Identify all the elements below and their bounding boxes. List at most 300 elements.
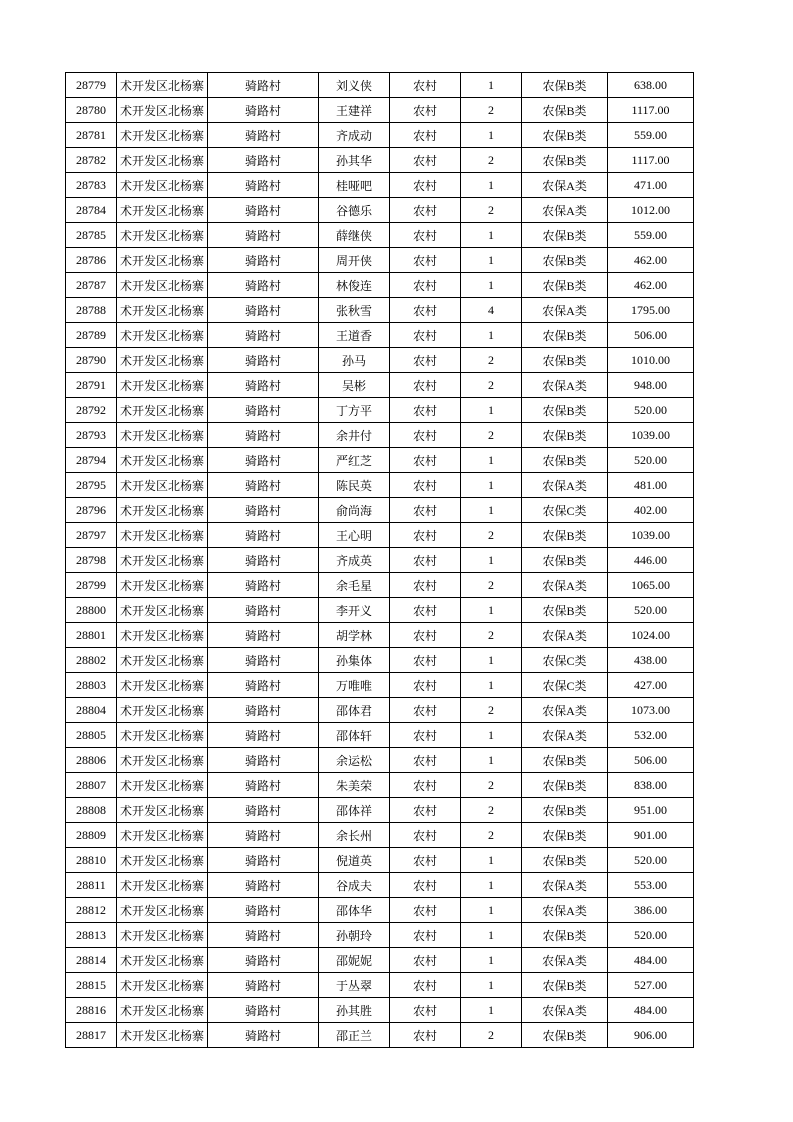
cell-category: 农村 — [390, 973, 461, 998]
cell-district: 术开发区北杨寨 — [117, 848, 208, 873]
table-row — [66, 323, 694, 348]
cell-person-name: 孙马 — [319, 348, 390, 373]
cell-person-name: 王道香 — [319, 323, 390, 348]
table-body — [66, 73, 694, 1048]
cell-person-name: 周开侠 — [319, 248, 390, 273]
cell-person-name: 邵妮妮 — [319, 948, 390, 973]
table-row — [66, 873, 694, 898]
cell-district: 术开发区北杨寨 — [117, 673, 208, 698]
table-row — [66, 648, 694, 673]
cell-id: 28803 — [66, 673, 117, 698]
cell-id: 28811 — [66, 873, 117, 898]
table-row — [66, 948, 694, 973]
cell-count: 4 — [461, 298, 522, 323]
table-row — [66, 548, 694, 573]
cell-category: 农村 — [390, 373, 461, 398]
cell-category: 农村 — [390, 923, 461, 948]
cell-category: 农村 — [390, 198, 461, 223]
cell-insurance-type: 农保A类 — [522, 898, 608, 923]
cell-insurance-type: 农保B类 — [522, 848, 608, 873]
table-row — [66, 73, 694, 98]
cell-district: 术开发区北杨寨 — [117, 448, 208, 473]
cell-category: 农村 — [390, 773, 461, 798]
table-row — [66, 623, 694, 648]
cell-amount: 484.00 — [608, 998, 694, 1023]
table-row — [66, 823, 694, 848]
cell-village: 骑路村 — [208, 948, 319, 973]
cell-person-name: 孙其胜 — [319, 998, 390, 1023]
cell-insurance-type: 农保A类 — [522, 998, 608, 1023]
cell-village: 骑路村 — [208, 1023, 319, 1048]
cell-person-name: 万唯唯 — [319, 673, 390, 698]
cell-village: 骑路村 — [208, 248, 319, 273]
cell-insurance-type: 农保B类 — [522, 98, 608, 123]
cell-category: 农村 — [390, 248, 461, 273]
cell-category: 农村 — [390, 573, 461, 598]
table-row — [66, 1023, 694, 1048]
cell-category: 农村 — [390, 523, 461, 548]
cell-count: 1 — [461, 123, 522, 148]
cell-category: 农村 — [390, 323, 461, 348]
cell-id: 28804 — [66, 698, 117, 723]
cell-amount: 1024.00 — [608, 623, 694, 648]
cell-district: 术开发区北杨寨 — [117, 698, 208, 723]
cell-id: 28784 — [66, 198, 117, 223]
cell-insurance-type: 农保A类 — [522, 623, 608, 648]
cell-amount: 1039.00 — [608, 523, 694, 548]
cell-district: 术开发区北杨寨 — [117, 73, 208, 98]
table-row — [66, 198, 694, 223]
table-row — [66, 848, 694, 873]
cell-insurance-type: 农保B类 — [522, 923, 608, 948]
cell-person-name: 吴彬 — [319, 373, 390, 398]
cell-id: 28816 — [66, 998, 117, 1023]
cell-count: 2 — [461, 823, 522, 848]
cell-district: 术开发区北杨寨 — [117, 723, 208, 748]
cell-person-name: 林俊连 — [319, 273, 390, 298]
table-row — [66, 223, 694, 248]
table-row — [66, 973, 694, 998]
cell-id: 28790 — [66, 348, 117, 373]
cell-village: 骑路村 — [208, 548, 319, 573]
cell-village: 骑路村 — [208, 123, 319, 148]
cell-district: 术开发区北杨寨 — [117, 998, 208, 1023]
cell-village: 骑路村 — [208, 498, 319, 523]
cell-id: 28817 — [66, 1023, 117, 1048]
cell-id: 28791 — [66, 373, 117, 398]
cell-count: 1 — [461, 848, 522, 873]
cell-count: 2 — [461, 98, 522, 123]
cell-id: 28792 — [66, 398, 117, 423]
cell-count: 1 — [461, 748, 522, 773]
cell-district: 术开发区北杨寨 — [117, 123, 208, 148]
cell-person-name: 于丛翠 — [319, 973, 390, 998]
cell-district: 术开发区北杨寨 — [117, 348, 208, 373]
table-row — [66, 698, 694, 723]
cell-category: 农村 — [390, 148, 461, 173]
cell-category: 农村 — [390, 398, 461, 423]
cell-district: 术开发区北杨寨 — [117, 298, 208, 323]
table-row — [66, 373, 694, 398]
cell-count: 1 — [461, 673, 522, 698]
cell-id: 28794 — [66, 448, 117, 473]
cell-district: 术开发区北杨寨 — [117, 898, 208, 923]
cell-amount: 481.00 — [608, 473, 694, 498]
cell-id: 28813 — [66, 923, 117, 948]
cell-amount: 553.00 — [608, 873, 694, 898]
table-row — [66, 723, 694, 748]
cell-category: 农村 — [390, 823, 461, 848]
table-row — [66, 498, 694, 523]
cell-count: 1 — [461, 223, 522, 248]
cell-insurance-type: 农保B类 — [522, 523, 608, 548]
cell-insurance-type: 农保B类 — [522, 248, 608, 273]
table-row — [66, 673, 694, 698]
cell-village: 骑路村 — [208, 698, 319, 723]
cell-id: 28815 — [66, 973, 117, 998]
cell-amount: 1039.00 — [608, 423, 694, 448]
cell-village: 骑路村 — [208, 323, 319, 348]
cell-village: 骑路村 — [208, 798, 319, 823]
table-row — [66, 423, 694, 448]
cell-count: 1 — [461, 998, 522, 1023]
cell-category: 农村 — [390, 548, 461, 573]
cell-id: 28797 — [66, 523, 117, 548]
cell-insurance-type: 农保A类 — [522, 298, 608, 323]
cell-id: 28800 — [66, 598, 117, 623]
cell-village: 骑路村 — [208, 923, 319, 948]
cell-village: 骑路村 — [208, 523, 319, 548]
table-row — [66, 348, 694, 373]
cell-village: 骑路村 — [208, 973, 319, 998]
cell-insurance-type: 农保C类 — [522, 673, 608, 698]
cell-id: 28798 — [66, 548, 117, 573]
cell-count: 2 — [461, 698, 522, 723]
cell-amount: 520.00 — [608, 848, 694, 873]
cell-category: 农村 — [390, 848, 461, 873]
cell-category: 农村 — [390, 173, 461, 198]
cell-category: 农村 — [390, 273, 461, 298]
cell-amount: 1012.00 — [608, 198, 694, 223]
cell-person-name: 陈民英 — [319, 473, 390, 498]
cell-category: 农村 — [390, 898, 461, 923]
cell-category: 农村 — [390, 698, 461, 723]
cell-id: 28806 — [66, 748, 117, 773]
cell-district: 术开发区北杨寨 — [117, 973, 208, 998]
cell-person-name: 谷德乐 — [319, 198, 390, 223]
cell-amount: 1073.00 — [608, 698, 694, 723]
cell-id: 28787 — [66, 273, 117, 298]
cell-count: 1 — [461, 598, 522, 623]
cell-amount: 386.00 — [608, 898, 694, 923]
cell-district: 术开发区北杨寨 — [117, 623, 208, 648]
cell-person-name: 余运松 — [319, 748, 390, 773]
cell-village: 骑路村 — [208, 98, 319, 123]
cell-count: 2 — [461, 573, 522, 598]
cell-insurance-type: 农保B类 — [522, 398, 608, 423]
payment-table — [65, 72, 694, 1048]
cell-amount: 559.00 — [608, 123, 694, 148]
cell-category: 农村 — [390, 473, 461, 498]
cell-id: 28812 — [66, 898, 117, 923]
cell-person-name: 李开义 — [319, 598, 390, 623]
cell-village: 骑路村 — [208, 448, 319, 473]
cell-id: 28789 — [66, 323, 117, 348]
cell-person-name: 桂哑吧 — [319, 173, 390, 198]
cell-count: 1 — [461, 548, 522, 573]
cell-person-name: 丁方平 — [319, 398, 390, 423]
cell-district: 术开发区北杨寨 — [117, 1023, 208, 1048]
cell-count: 1 — [461, 73, 522, 98]
cell-district: 术开发区北杨寨 — [117, 823, 208, 848]
cell-village: 骑路村 — [208, 273, 319, 298]
cell-category: 农村 — [390, 948, 461, 973]
cell-village: 骑路村 — [208, 148, 319, 173]
cell-count: 2 — [461, 198, 522, 223]
cell-id: 28807 — [66, 773, 117, 798]
cell-category: 农村 — [390, 998, 461, 1023]
cell-village: 骑路村 — [208, 673, 319, 698]
cell-person-name: 严红芝 — [319, 448, 390, 473]
cell-amount: 527.00 — [608, 973, 694, 998]
cell-district: 术开发区北杨寨 — [117, 648, 208, 673]
cell-id: 28808 — [66, 798, 117, 823]
cell-insurance-type: 农保A类 — [522, 698, 608, 723]
cell-count: 1 — [461, 273, 522, 298]
cell-district: 术开发区北杨寨 — [117, 423, 208, 448]
cell-count: 1 — [461, 648, 522, 673]
cell-insurance-type: 农保A类 — [522, 173, 608, 198]
cell-amount: 520.00 — [608, 398, 694, 423]
cell-count: 2 — [461, 348, 522, 373]
cell-id: 28795 — [66, 473, 117, 498]
cell-insurance-type: 农保A类 — [522, 373, 608, 398]
cell-insurance-type: 农保C类 — [522, 648, 608, 673]
cell-category: 农村 — [390, 748, 461, 773]
cell-id: 28814 — [66, 948, 117, 973]
cell-insurance-type: 农保B类 — [522, 973, 608, 998]
cell-person-name: 胡学林 — [319, 623, 390, 648]
cell-count: 1 — [461, 498, 522, 523]
cell-district: 术开发区北杨寨 — [117, 873, 208, 898]
cell-id: 28788 — [66, 298, 117, 323]
cell-person-name: 邵体轩 — [319, 723, 390, 748]
cell-category: 农村 — [390, 723, 461, 748]
cell-person-name: 王建祥 — [319, 98, 390, 123]
cell-insurance-type: 农保B类 — [522, 1023, 608, 1048]
cell-id: 28785 — [66, 223, 117, 248]
cell-id: 28783 — [66, 173, 117, 198]
cell-id: 28786 — [66, 248, 117, 273]
cell-amount: 1795.00 — [608, 298, 694, 323]
table-row — [66, 523, 694, 548]
table-row — [66, 273, 694, 298]
cell-insurance-type: 农保B类 — [522, 448, 608, 473]
cell-category: 农村 — [390, 1023, 461, 1048]
cell-village: 骑路村 — [208, 423, 319, 448]
cell-person-name: 余毛星 — [319, 573, 390, 598]
cell-village: 骑路村 — [208, 823, 319, 848]
table-row — [66, 748, 694, 773]
cell-count: 1 — [461, 873, 522, 898]
cell-amount: 1010.00 — [608, 348, 694, 373]
cell-district: 术开发区北杨寨 — [117, 948, 208, 973]
cell-village: 骑路村 — [208, 848, 319, 873]
cell-count: 1 — [461, 248, 522, 273]
cell-category: 农村 — [390, 348, 461, 373]
table-row — [66, 923, 694, 948]
cell-count: 1 — [461, 398, 522, 423]
cell-category: 农村 — [390, 423, 461, 448]
cell-person-name: 邵体华 — [319, 898, 390, 923]
cell-count: 1 — [461, 948, 522, 973]
table-row — [66, 598, 694, 623]
cell-amount: 446.00 — [608, 548, 694, 573]
cell-id: 28805 — [66, 723, 117, 748]
cell-person-name: 孙朝玲 — [319, 923, 390, 948]
table-row — [66, 448, 694, 473]
cell-district: 术开发区北杨寨 — [117, 248, 208, 273]
cell-amount: 427.00 — [608, 673, 694, 698]
cell-id: 28796 — [66, 498, 117, 523]
cell-village: 骑路村 — [208, 723, 319, 748]
cell-amount: 951.00 — [608, 798, 694, 823]
cell-district: 术开发区北杨寨 — [117, 148, 208, 173]
cell-amount: 484.00 — [608, 948, 694, 973]
table-row — [66, 773, 694, 798]
cell-insurance-type: 农保B类 — [522, 73, 608, 98]
cell-village: 骑路村 — [208, 298, 319, 323]
cell-id: 28780 — [66, 98, 117, 123]
cell-amount: 506.00 — [608, 323, 694, 348]
cell-count: 1 — [461, 723, 522, 748]
cell-amount: 906.00 — [608, 1023, 694, 1048]
cell-amount: 838.00 — [608, 773, 694, 798]
cell-insurance-type: 农保B类 — [522, 273, 608, 298]
cell-category: 农村 — [390, 98, 461, 123]
cell-insurance-type: 农保B类 — [522, 773, 608, 798]
cell-amount: 638.00 — [608, 73, 694, 98]
table-row — [66, 123, 694, 148]
cell-amount: 438.00 — [608, 648, 694, 673]
cell-district: 术开发区北杨寨 — [117, 773, 208, 798]
cell-person-name: 齐成动 — [319, 123, 390, 148]
cell-category: 农村 — [390, 673, 461, 698]
cell-id: 28801 — [66, 623, 117, 648]
table-row — [66, 573, 694, 598]
cell-id: 28779 — [66, 73, 117, 98]
table-row — [66, 298, 694, 323]
cell-insurance-type: 农保B类 — [522, 598, 608, 623]
cell-village: 骑路村 — [208, 573, 319, 598]
cell-amount: 471.00 — [608, 173, 694, 198]
table-row — [66, 998, 694, 1023]
cell-amount: 506.00 — [608, 748, 694, 773]
cell-amount: 520.00 — [608, 598, 694, 623]
cell-insurance-type: 农保B类 — [522, 223, 608, 248]
cell-category: 农村 — [390, 873, 461, 898]
cell-count: 1 — [461, 323, 522, 348]
cell-district: 术开发区北杨寨 — [117, 223, 208, 248]
cell-count: 2 — [461, 148, 522, 173]
table-row — [66, 798, 694, 823]
cell-district: 术开发区北杨寨 — [117, 798, 208, 823]
table-row — [66, 473, 694, 498]
cell-village: 骑路村 — [208, 873, 319, 898]
cell-count: 1 — [461, 898, 522, 923]
cell-person-name: 薛继侠 — [319, 223, 390, 248]
cell-person-name: 张秋雪 — [319, 298, 390, 323]
cell-amount: 532.00 — [608, 723, 694, 748]
cell-person-name: 朱美荣 — [319, 773, 390, 798]
cell-count: 1 — [461, 448, 522, 473]
cell-insurance-type: 农保A类 — [522, 198, 608, 223]
cell-amount: 559.00 — [608, 223, 694, 248]
cell-person-name: 孙集体 — [319, 648, 390, 673]
cell-person-name: 邵体君 — [319, 698, 390, 723]
cell-count: 1 — [461, 473, 522, 498]
cell-district: 术开发区北杨寨 — [117, 323, 208, 348]
cell-category: 农村 — [390, 298, 461, 323]
cell-count: 2 — [461, 773, 522, 798]
cell-category: 农村 — [390, 623, 461, 648]
cell-id: 28802 — [66, 648, 117, 673]
cell-person-name: 余长州 — [319, 823, 390, 848]
cell-person-name: 齐成英 — [319, 548, 390, 573]
cell-amount: 402.00 — [608, 498, 694, 523]
cell-village: 骑路村 — [208, 773, 319, 798]
cell-person-name: 孙其华 — [319, 148, 390, 173]
cell-district: 术开发区北杨寨 — [117, 523, 208, 548]
cell-insurance-type: 农保B类 — [522, 823, 608, 848]
cell-person-name: 邵正兰 — [319, 1023, 390, 1048]
cell-amount: 1117.00 — [608, 148, 694, 173]
cell-district: 术开发区北杨寨 — [117, 598, 208, 623]
cell-amount: 901.00 — [608, 823, 694, 848]
cell-insurance-type: 农保B类 — [522, 148, 608, 173]
cell-person-name: 刘义侠 — [319, 73, 390, 98]
cell-count: 1 — [461, 923, 522, 948]
cell-insurance-type: 农保B类 — [522, 323, 608, 348]
cell-insurance-type: 农保A类 — [522, 723, 608, 748]
cell-village: 骑路村 — [208, 473, 319, 498]
cell-id: 28810 — [66, 848, 117, 873]
cell-village: 骑路村 — [208, 623, 319, 648]
cell-person-name: 王心明 — [319, 523, 390, 548]
cell-district: 术开发区北杨寨 — [117, 373, 208, 398]
cell-district: 术开发区北杨寨 — [117, 198, 208, 223]
cell-district: 术开发区北杨寨 — [117, 498, 208, 523]
cell-village: 骑路村 — [208, 898, 319, 923]
cell-insurance-type: 农保A类 — [522, 948, 608, 973]
cell-count: 1 — [461, 173, 522, 198]
cell-count: 2 — [461, 1023, 522, 1048]
cell-district: 术开发区北杨寨 — [117, 748, 208, 773]
cell-district: 术开发区北杨寨 — [117, 98, 208, 123]
cell-count: 2 — [461, 523, 522, 548]
table-row — [66, 173, 694, 198]
cell-insurance-type: 农保B类 — [522, 123, 608, 148]
cell-person-name: 邵体祥 — [319, 798, 390, 823]
cell-village: 骑路村 — [208, 173, 319, 198]
cell-person-name: 谷成夫 — [319, 873, 390, 898]
cell-id: 28793 — [66, 423, 117, 448]
cell-amount: 520.00 — [608, 923, 694, 948]
cell-id: 28781 — [66, 123, 117, 148]
cell-village: 骑路村 — [208, 648, 319, 673]
table-row — [66, 398, 694, 423]
cell-insurance-type: 农保A类 — [522, 573, 608, 598]
